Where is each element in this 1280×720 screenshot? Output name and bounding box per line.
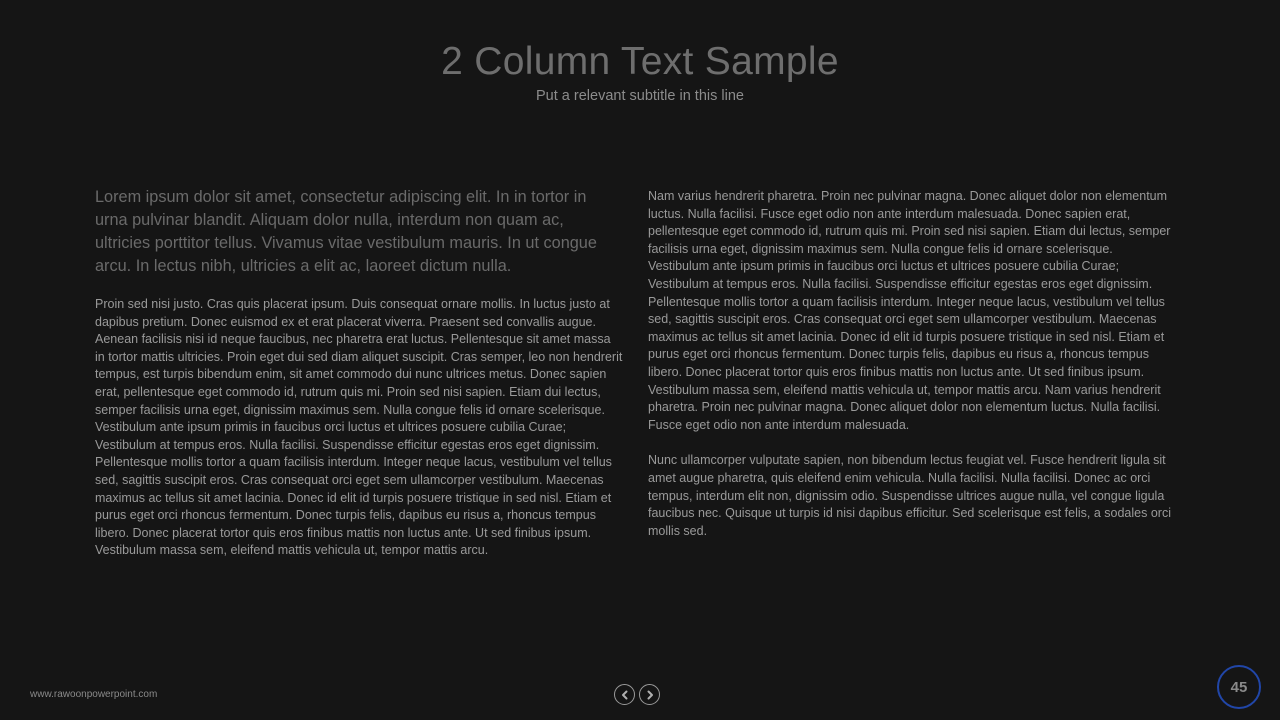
left-body-paragraph: Proin sed nisi justo. Cras quis placerat ipsum. Duis consequat ornare mollis. In luctus justo at dapibus pretium. Donec euismod ex et erat placerat viverra. Praesent sed convallis augue. Aenean facilisis nisi id neque faucibus, nec pharetra erat luctus. Pellentesque sit amet massa in tortor mattis ultricies. Proin eget dui sed diam aliquet suscipit. Cras semper, leo non hendrerit tempus, est turpis bibendum enim, sit amet commodo dui nunc ultrices metus. Donec sapien erat, pellentesque eget commodo id, rutrum quis mi. Proin sed nisi sapien. Etiam dui lectus, semper facilisis urna eget, dignissim maximus sem. Nulla congue felis id ornare scelerisque. Vestibulum ante ipsum primis in faucibus orci luctus et ultrices posuere cubilia Curae; Vestibulum at tempus eros. Nulla facilisi. Suspendisse efficitur egestas eros eget dignissim. Pellentesque mollis tortor a quam facilisis interdum. Integer neque lacus, vestibulum vel tellus sed, sagittis suscipit eros. Cras consequat orci eget sem ullamcorper vestibulum. Maecenas maximus ac tellus sit amet lacinia. Donec id elit id turpis posuere tristique in sed nisl. Etiam et purus eget orci rhoncus fermentum. Donec turpis felis, dapibus eu risus a, rhoncus tempus libero. Donec placerat tortor quis eros finibus mattis non luctus ante. Ut sed finibus ipsum. Vestibulum massa sem, eleifend mattis vehicula ut, tempor mattis arcu. [95,297,623,558]
next-slide-button[interactable] [639,684,660,705]
right-paragraph-2: Nunc ullamcorper vulputate sapien, non bibendum lectus feugiat vel. Fusce hendrerit ligula sit amet augue pharetra, quis eleifend enim vehicula. Nulla facilisi. Nulla facilisi. Donec ac orci tempus, interdum elit non, dignissim odio. Suspendisse ultrices augue nulla, vel congue ligula faucibus nec. Quisque ut turpis id nisi dapibus efficitur. Sed scelerisque est felis, a sodales orci mollis sed. [648,453,1171,538]
page-number: 45 [1230,678,1248,696]
slide-title: 2 Column Text Sample [441,40,839,83]
left-lead-paragraph: Lorem ipsum dolor sit amet, consectetur adipiscing elit. In in tortor in urna pulvinar blandit. Aliquam dolor nulla, interdum non quam ac, ultricies porttitor tellus. Vivamus vitae vestibulum mauris. In ut congue arcu. In lectus nibh, ultricies a elit ac, laoreet dictum nulla. [95,188,597,275]
footer-url[interactable]: www.rawoonpowerpoint.com [30,689,158,700]
chevron-left-icon [620,690,630,700]
right-paragraph-1: Nam varius hendrerit pharetra. Proin nec pulvinar magna. Donec aliquet dolor non elementum luctus. Nulla facilisi. Fusce eget odio non ante interdum malesuada. Donec sapien erat, pellentesque eget commodo id, rutrum quis mi. Proin sed nisi sapien. Etiam dui lectus, semper facilisis urna eget, dignissim maximus sem. Nulla congue felis id ornare scelerisque. Vestibulum ante ipsum primis in faucibus orci luctus et ultrices posuere cubilia Curae; Vestibulum at tempus eros. Nulla facilisi. Suspendisse efficitur egestas eros eget dignissim. Pellentesque mollis tortor a quam facilisis interdum. Integer neque lacus, vestibulum vel tellus sed, sagittis suscipit eros. Cras consequat orci eget sem ullamcorper vestibulum. Maecenas maximus ac tellus sit amet lacinia. Donec id elit id turpis posuere tristique in sed nisl. Etiam et purus eget orci rhoncus fermentum. Donec turpis felis, dapibus eu risus a, rhoncus tempus libero. Donec placerat tortor quis eros finibus mattis non luctus ante. Ut sed finibus ipsum. Vestibulum massa sem, eleifend mattis vehicula ut, tempor mattis arcu. Nam varius hendrerit pharetra. Proin nec pulvinar magna. Donec aliquet dolor non elementum luctus. Nulla facilisi. Fusce eget odio non ante interdum malesuada. [648,189,1171,432]
slide-subtitle: Put a relevant subtitle in this line [536,88,744,104]
chevron-right-icon [645,690,655,700]
left-column [95,186,623,560]
previous-slide-button[interactable] [614,684,635,705]
page-number-badge [1217,665,1261,709]
right-column [648,188,1176,540]
slide-navigation [614,684,660,705]
